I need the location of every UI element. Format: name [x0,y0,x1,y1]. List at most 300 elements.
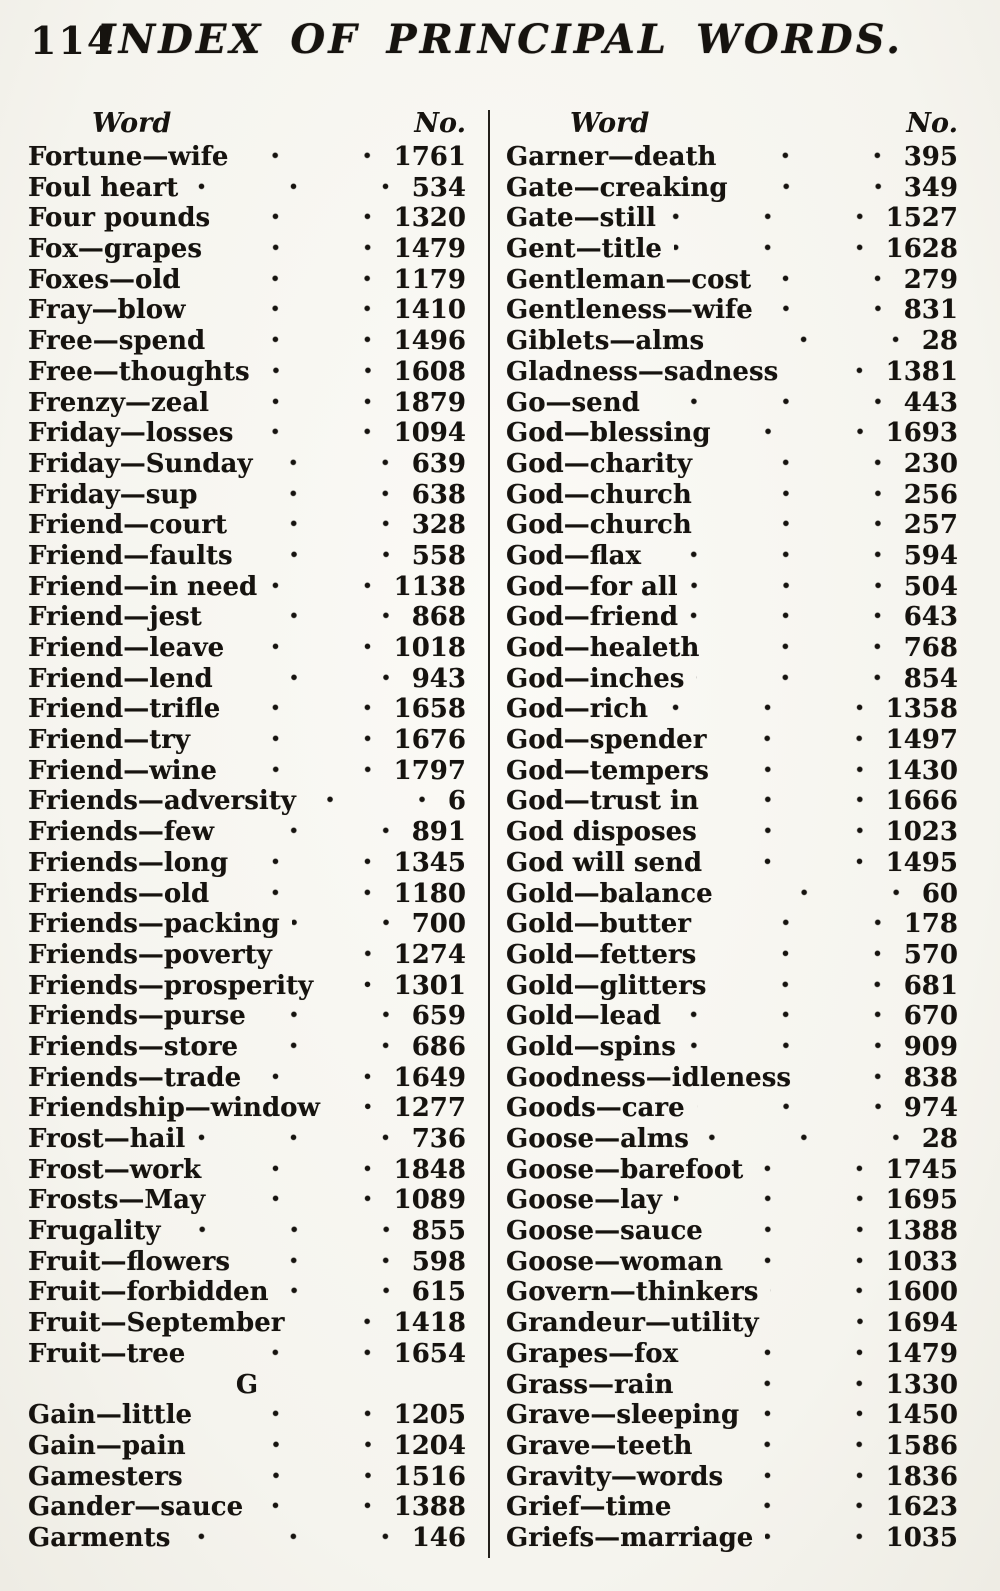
entry-word: Fox—grapes [28,234,202,265]
entry-word: Gold—lead [506,1001,662,1032]
dot-leader [653,541,896,572]
entry-number: 1848 [393,1154,466,1185]
dot-leader [214,602,404,633]
page-number: 114 [30,18,116,63]
dot-leader [771,1308,878,1339]
entry-number: 1479 [393,234,466,265]
dot-leader [803,1063,896,1094]
entry-word: God—tempers [506,755,709,786]
index-entry [28,1216,466,1247]
entry-word: Four pounds [28,203,211,234]
dot-leader [253,1063,386,1094]
index-entry [28,664,466,695]
index-entry [506,1339,958,1370]
index-entry [506,940,958,971]
entry-number: 854 [903,663,958,694]
entry-word: God—flax [506,540,641,571]
entry-number: 1301 [393,970,466,1001]
index-entry [28,1308,466,1339]
entry-word: Foxes—old [28,264,181,295]
entry-number: 615 [411,1277,466,1308]
entry-number: 855 [411,1216,466,1247]
dot-leader [718,971,895,1002]
entry-word: Gate—still [506,203,656,234]
entry-number: 1388 [885,1216,958,1247]
dot-leader [715,1216,878,1247]
index-entry [506,357,958,388]
entry-word: Friend—trifle [28,694,221,725]
index-entry [506,1431,958,1462]
entry-word: God—trust in [506,786,699,817]
index-entry [506,1308,958,1339]
dot-leader [708,940,895,971]
entry-word: Friends—few [28,817,214,848]
entry-number: 681 [903,970,958,1001]
dot-leader [718,725,877,756]
entry-word: Friend—in need [28,571,258,602]
entry-number: 1649 [393,1062,466,1093]
index-entry [506,1185,958,1216]
dot-leader [232,694,385,725]
index-entry [506,725,958,756]
entry-number: 1205 [393,1400,466,1431]
entry-number: 1204 [393,1430,466,1461]
dot-leader [195,1462,386,1493]
entry-word: Foul heart [28,172,179,203]
index-entry [506,480,958,511]
entry-number: 1138 [393,571,466,602]
entry-number: 60 [921,878,958,909]
entry-number: 1430 [885,755,958,786]
entry-number: 1516 [393,1461,466,1492]
dot-leader [296,1308,385,1339]
index-entry [506,848,958,879]
index-entry [28,572,466,603]
entry-number: 639 [411,448,466,479]
index-entry [506,449,958,480]
dot-leader [696,664,895,695]
entry-word: Gamesters [28,1461,183,1492]
entry-number: 1358 [885,694,958,725]
index-entry [506,326,958,357]
index-entry [28,203,466,234]
entry-word: Grapes—fox [506,1338,679,1369]
entry-word: God—inches [506,663,685,694]
index-entry [28,1462,466,1493]
dot-leader [204,1400,386,1431]
dot-leader [197,295,385,326]
index-entry [506,203,958,234]
dot-leader [704,1431,877,1462]
entry-number: 659 [411,1001,466,1032]
dot-leader [770,1277,877,1308]
entry-number: 1450 [885,1400,958,1431]
entry-number: 1035 [885,1522,958,1553]
entry-number: 1418 [393,1308,466,1339]
entry-number: 1180 [393,878,466,909]
dot-leader [229,756,386,787]
entry-number: 504 [903,571,958,602]
index-entry [28,1124,466,1155]
dot-leader [751,1400,877,1431]
entry-number: 1479 [885,1338,958,1369]
entry-word: Frost—hail [28,1124,186,1154]
entry-word: Goods—care [506,1093,685,1124]
entry-word: God—healeth [506,633,700,663]
entry-word: Friends—store [28,1031,239,1062]
dot-leader [765,1523,877,1554]
left-column [28,106,466,1554]
index-entry [28,1339,466,1370]
entry-word: Friends—prosperity [28,970,314,1001]
index-entry [506,541,958,572]
index-entry [506,1093,958,1124]
right-column [506,106,958,1554]
dot-leader [690,602,896,633]
entry-number: 1608 [393,356,466,387]
dot-leader [258,1001,404,1032]
entry-number: 891 [411,817,466,848]
no-header: No. [906,108,958,139]
index-entry [28,480,466,511]
entry-word: Friendship—window [28,1093,320,1124]
entry-word: God—blessing [506,418,711,449]
entry-number: 1666 [885,786,958,817]
index-entry [28,602,466,633]
index-entry [506,1247,958,1278]
entry-word: Grave—sleeping [506,1400,740,1431]
entry-word: God disposes [506,817,697,848]
entry-number: 6 [447,786,466,817]
column-header [28,106,466,142]
index-entry [28,1523,466,1554]
entry-number: 1495 [885,847,958,878]
dot-leader [221,879,385,910]
dot-leader [308,786,440,817]
index-entry [28,326,466,357]
dot-leader [222,203,385,234]
index-entry [28,1093,466,1124]
entry-word: Griefs—marriage [506,1522,754,1553]
entry-number: 1600 [885,1277,958,1308]
index-table [0,106,1000,1591]
entry-number: 1330 [885,1369,958,1400]
index-entry [28,694,466,725]
index-entry [28,1400,466,1431]
dot-leader [690,1339,877,1370]
dot-leader [690,572,896,603]
dot-leader [723,418,878,449]
index-entry [28,449,466,480]
entry-word: Gold—butter [506,909,691,940]
entry-number: 1381 [885,356,958,387]
entry-word: Grandeur—utility [506,1308,759,1339]
index-entry [506,418,958,449]
entry-number: 909 [903,1031,958,1062]
entry-word: Friday—sup [28,479,198,510]
index-entry [506,510,958,541]
index-entry [506,388,958,419]
entry-word: Gold—balance [506,878,713,909]
dot-leader [683,1492,877,1523]
section-heading: G [235,1369,259,1400]
entry-word: Friend—wine [28,755,217,786]
entry-number: 594 [903,540,958,571]
dot-leader [264,449,403,480]
entry-number: 395 [903,142,958,172]
entry-number: 1023 [885,817,958,848]
dot-leader [239,510,404,541]
entry-number: 1745 [885,1154,958,1185]
index-entry [28,418,466,449]
index-entry [28,848,466,879]
dot-leader [704,449,896,480]
entry-word: Gent—title [506,234,662,265]
dot-leader [716,326,914,357]
entry-word: Grief—time [506,1492,672,1523]
dot-leader [213,1155,385,1186]
entry-number: 279 [903,264,958,295]
index-entry [506,664,958,695]
entry-number: 974 [903,1093,958,1124]
index-entry [28,1185,466,1216]
dot-leader [721,756,878,787]
entry-number: 257 [903,510,958,541]
entry-word: Frosts—May [28,1185,206,1216]
entry-word: Free—thoughts [28,356,250,387]
index-entry [506,1370,958,1401]
entry-number: 1658 [393,694,466,725]
entry-number: 1089 [393,1185,466,1216]
entry-number: 643 [903,602,958,633]
index-entry [506,142,958,173]
entry-number: 868 [411,602,466,633]
dot-leader [240,142,385,173]
index-entry [28,1492,466,1523]
dot-leader [225,664,404,695]
entry-word: Gentleness—wife [506,295,753,326]
dot-leader [214,234,386,265]
index-entry [506,602,958,633]
word-header: Word [570,108,650,139]
dot-leader [688,1032,896,1063]
entry-word: Fortune—wife [28,142,229,172]
index-entry [506,1523,958,1554]
entry-number: 1695 [885,1185,958,1216]
index-entry [28,940,466,971]
entry-number: 1094 [393,418,466,449]
entry-number: 570 [903,939,958,970]
entry-number: 349 [903,172,958,203]
index-entry [28,633,466,664]
entry-word: God—rich [506,694,649,725]
index-entry [28,1277,466,1308]
column-divider [488,110,490,1558]
entry-number: 1836 [885,1461,958,1492]
entry-word: Friend—try [28,725,191,756]
entry-number: 1761 [393,142,466,172]
index-entry [28,295,466,326]
entry-word: Friend—jest [28,602,202,633]
index-entry [506,786,958,817]
dot-leader [765,295,896,326]
entry-number: 1179 [393,264,466,295]
index-entry [506,1216,958,1247]
entry-number: 943 [411,663,466,694]
index-entry [28,1032,466,1063]
entry-word: Friend—court [28,510,227,541]
index-entry [506,1462,958,1493]
dot-leader [198,1431,386,1462]
dot-leader [226,817,404,848]
index-entry [28,1001,466,1032]
entry-number: 1277 [393,1093,466,1124]
entry-word: Go—send [506,387,640,418]
index-entry [506,1001,958,1032]
index-entry [28,756,466,787]
index-entry [28,234,466,265]
left-column-rows [28,142,466,1554]
entry-number: 1654 [393,1338,466,1369]
dot-leader [221,388,386,419]
entry-word: Friend—lend [28,663,213,694]
entry-word: God will send [506,847,703,878]
entry-word: Fruit—flowers [28,1246,230,1277]
entry-number: 1628 [885,234,958,265]
entry-word: Goose—sauce [506,1216,703,1247]
index-entry [28,142,466,173]
index-entry [506,1063,958,1094]
entry-word: Friends—poverty [28,939,272,970]
dot-leader [262,357,386,388]
entry-word: Friday—losses [28,418,234,449]
entry-number: 1693 [885,418,958,449]
entry-word: Fray—blow [28,295,186,326]
index-entry [28,909,466,940]
index-entry [28,388,466,419]
entry-number: 256 [903,479,958,510]
index-entry [506,1492,958,1523]
dot-leader [740,173,896,204]
entry-number: 28 [921,1124,958,1154]
entry-number: 1388 [393,1492,466,1523]
entry-number: 1797 [393,755,466,786]
entry-word: Frenzy—zeal [28,387,210,418]
entry-number: 670 [903,1001,958,1032]
entry-number: 1345 [393,847,466,878]
entry-word: Garments [28,1522,171,1553]
entry-word: Gate—creaking [506,172,728,203]
entry-number: 638 [411,479,466,510]
entry-word: Gain—little [28,1400,193,1431]
entry-word: Free—spend [28,326,206,357]
entry-word: Grass—rain [506,1369,674,1400]
index-entry [28,510,466,541]
dot-leader [190,173,404,204]
entry-number: 700 [411,909,466,940]
dot-leader [236,633,386,664]
entry-number: 28 [921,326,958,357]
index-entry [28,357,466,388]
entry-word: Fruit—tree [28,1338,186,1369]
entry-word: God—spender [506,725,707,756]
index-entry [28,879,466,910]
entry-word: Friends—purse [28,1001,246,1032]
entry-word: Goose—lay [506,1185,662,1216]
index-entry [28,173,466,204]
dot-leader [209,480,403,511]
dot-leader [735,1462,878,1493]
index-entry [506,1400,958,1431]
index-entry [28,1247,466,1278]
entry-word: Fruit—September [28,1308,285,1339]
dot-leader [709,817,878,848]
dot-leader [245,541,404,572]
entry-word: Goose—woman [506,1246,724,1277]
dot-leader [704,510,896,541]
index-entry [28,1431,466,1462]
entry-number: 1676 [393,725,466,756]
right-column-rows [506,142,958,1554]
entry-word: Goodness—idleness [506,1062,791,1093]
dot-leader [728,142,895,173]
index-entry [28,786,466,817]
dot-leader [240,848,385,879]
entry-number: 1527 [885,203,958,234]
entry-word: Frugality [28,1216,161,1247]
entry-word: God—church [506,510,692,541]
dot-leader [711,786,878,817]
entry-number: 443 [903,387,958,418]
entry-number: 1694 [885,1308,958,1339]
entry-word: Friends—long [28,847,229,878]
dot-leader [269,572,385,603]
dot-leader [197,1124,404,1155]
entry-word: Friend—leave [28,633,225,663]
entry-number: 178 [903,909,958,940]
dot-leader [755,1155,877,1186]
entry-word: Goose—alms [506,1124,689,1154]
entry-number: 838 [903,1062,958,1093]
dot-leader [697,1093,896,1124]
entry-number: 736 [411,1124,466,1154]
entry-word: Friday—Sunday [28,448,253,479]
dot-leader [217,1185,386,1216]
entry-number: 1496 [393,326,466,357]
dot-leader [217,326,385,357]
index-entry [28,541,466,572]
entry-word: Friends—old [28,878,210,909]
dot-leader [668,203,878,234]
index-entry [506,1277,958,1308]
entry-word: Gold—spins [506,1031,676,1062]
index-entry [506,633,958,664]
dot-leader [703,909,896,940]
dot-leader [725,879,914,910]
entry-word: God—church [506,479,692,510]
entry-number: 230 [903,448,958,479]
dot-leader [701,1124,914,1155]
dot-leader [660,694,878,725]
entry-word: Gentleman—cost [506,264,752,295]
entry-word: Friends—packing [28,909,280,940]
entry-number: 1320 [393,203,466,234]
entry-number: 1879 [393,387,466,418]
entry-number: 768 [903,633,958,663]
index-entry [28,971,466,1002]
entry-word: Friends—adversity [28,786,296,817]
dot-leader [250,1032,404,1063]
